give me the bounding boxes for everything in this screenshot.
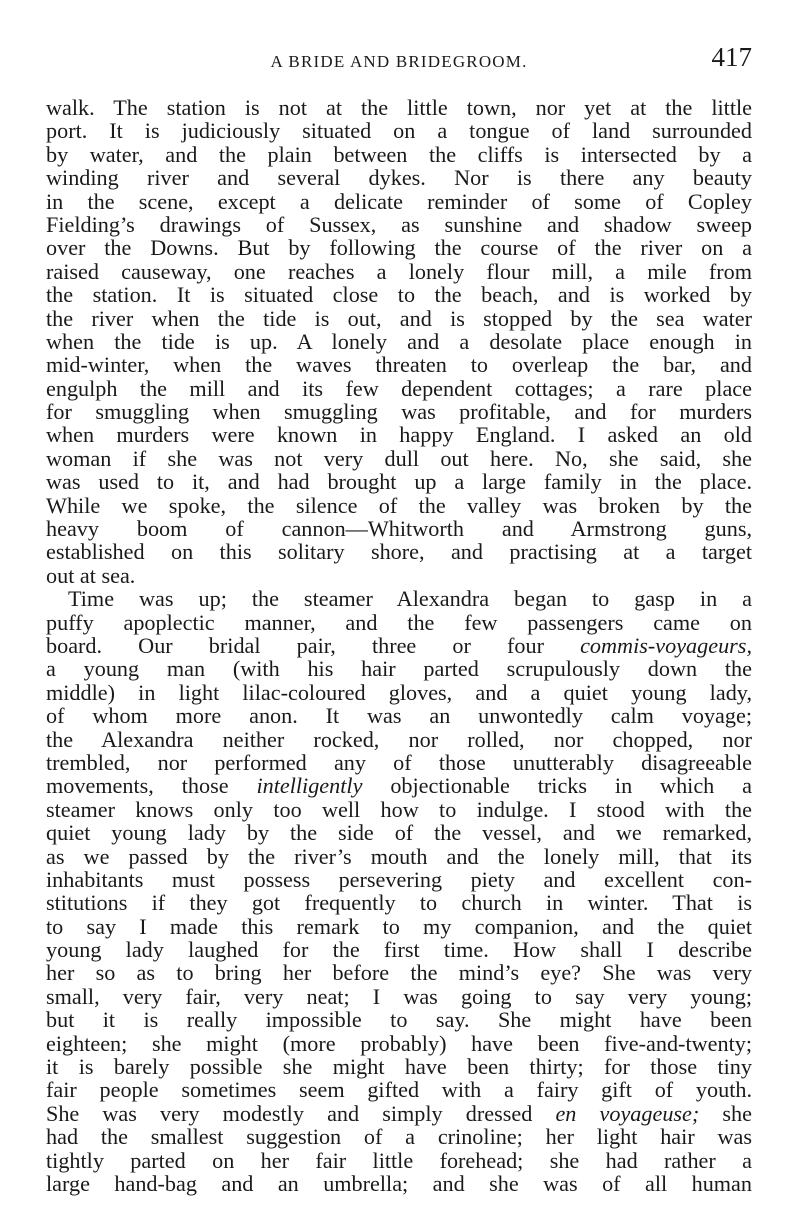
text-line-content: puffy apoplectic manner, and the few passengers came on	[46, 609, 752, 635]
text-line	[46, 868, 752, 891]
text-line-content: trembled, nor performed any of those unutterably disagreeable	[46, 749, 752, 775]
text-line	[46, 798, 752, 821]
running-head	[46, 40, 752, 74]
italic-phrase: intelligently	[256, 773, 363, 799]
text-line-content: stitutions if they got frequently to church in winter. That is	[46, 890, 752, 916]
text-line-content: She was very modestly and simply dressed	[46, 1100, 556, 1126]
text-line	[46, 1125, 752, 1148]
text-line	[46, 587, 752, 610]
text-line	[46, 423, 752, 446]
text-line	[46, 961, 752, 984]
text-line-tail: she	[699, 1100, 752, 1126]
text-line-content: in the scene, except a delicate reminder of some of Copley	[46, 188, 752, 214]
text-line	[46, 260, 752, 283]
text-line-content: port. It is judiciously situated on a tongue of land surrounded	[46, 118, 752, 144]
text-line	[46, 96, 752, 119]
text-line-content: quiet young lady by the side of the vessel, and we remarked,	[46, 820, 752, 846]
text-line	[46, 540, 752, 563]
text-line-content: for smuggling when smuggling was profitable, and for murders	[46, 399, 752, 425]
text-line	[46, 1008, 752, 1031]
text-line	[46, 1032, 752, 1055]
text-line-content: mid-winter, when the waves threaten to overleap the bar, and	[46, 352, 752, 378]
text-line	[46, 166, 752, 189]
text-line-content: fair people sometimes seem gifted with a fairy gift of youth.	[46, 1077, 752, 1103]
text-line-content: to say I made this remark to my companion, and the quiet	[46, 913, 752, 939]
text-line	[46, 213, 752, 236]
text-line	[46, 938, 752, 961]
text-line	[46, 1055, 752, 1078]
text-line-content: but it is really impossible to say. She might have been	[46, 1007, 752, 1033]
text-line-content: by water, and the plain between the cliffs is intersected by a	[46, 141, 752, 167]
text-line-content: as we passed by the river’s mouth and the lonely mill, that its	[46, 843, 752, 869]
text-line-content: a young man (with his hair parted scrupulously down the	[46, 656, 752, 682]
text-line-content: when murders were known in happy England. I asked an old	[46, 422, 752, 448]
text-line-content: While we spoke, the silence of the valley was broken by the	[46, 492, 752, 518]
page-number: 417	[711, 42, 752, 72]
text-line	[46, 1102, 752, 1125]
text-line	[46, 915, 752, 938]
text-line-content: heavy boom of cannon—Whitworth and Armstrong guns,	[46, 516, 752, 542]
text-line-content: tightly parted on her fair little forehead; she had rather a	[46, 1147, 752, 1173]
text-line	[46, 447, 752, 470]
text-line-content: over the Downs. But by following the course of the river on a	[46, 235, 752, 261]
text-line-content: eighteen; she might (more probably) have been five-and-twenty;	[46, 1030, 752, 1056]
text-line-content: was used to it, and had brought up a large family in the place.	[46, 469, 752, 495]
text-line	[46, 307, 752, 330]
text-line	[46, 891, 752, 914]
text-line-content: large hand-bag and an umbrella; and she was of all human	[46, 1170, 752, 1196]
text-line-content: middle) in light lilac-coloured gloves, and a quiet young lady,	[46, 679, 752, 705]
italic-phrase: en voyageuse;	[555, 1100, 700, 1126]
text-line	[46, 821, 752, 844]
text-line-content: winding river and several dykes. Nor is there any beauty	[46, 165, 752, 191]
text-line-content: Fielding’s drawings of Sussex, as sunshine and shadow sweep	[46, 211, 752, 237]
text-line-content: walk. The station is not at the little town, nor yet at the little	[46, 95, 752, 120]
text-line-content: small, very fair, very neat; I was going to say very young;	[46, 983, 752, 1009]
text-line	[46, 400, 752, 423]
text-line	[46, 190, 752, 213]
text-line-content: the Alexandra neither rocked, nor rolled, nor chopped, nor	[46, 726, 752, 752]
text-line	[46, 1078, 752, 1101]
text-line-content: steamer knows only too well how to indulge. I stood with the	[46, 796, 752, 822]
text-line	[46, 470, 752, 493]
text-line-content: inhabitants must possess persevering piety and excellent con-	[46, 866, 752, 892]
text-line-content: out at sea.	[46, 562, 136, 588]
text-line	[46, 611, 752, 634]
running-title: A BRIDE AND BRIDEGROOM.	[270, 52, 528, 71]
text-line	[46, 119, 752, 142]
text-line	[46, 143, 752, 166]
italic-phrase: commis-voyageurs,	[580, 632, 752, 658]
text-line	[46, 517, 752, 540]
text-line-content: of whom more anon. It was an unwontedly calm voyage;	[46, 703, 752, 729]
text-line-content: the river when the tide is out, and is stopped by the sea water	[46, 305, 752, 331]
text-line	[46, 353, 752, 376]
text-line	[46, 564, 752, 587]
text-line-content: engulph the mill and its few dependent cottages; a rare place	[46, 375, 752, 401]
text-line-content: had the smallest suggestion of a crinoline; her light hair was	[46, 1124, 752, 1150]
text-line	[46, 634, 752, 657]
text-line-content: her so as to bring her before the mind’s eye? She was very	[46, 960, 752, 986]
text-line	[46, 845, 752, 868]
text-line	[46, 494, 752, 517]
text-line	[46, 985, 752, 1008]
text-line-content: woman if she was not very dull out here. No, she said, she	[46, 445, 752, 471]
text-line-content: raised causeway, one reaches a lonely flour mill, a mile from	[46, 258, 752, 284]
text-line-tail: objectionable tricks in which a	[362, 773, 752, 799]
body-text	[46, 96, 752, 1195]
text-line-content: the station. It is situated close to the beach, and is worked by	[46, 282, 752, 308]
text-line	[46, 236, 752, 259]
text-line-content: movements, those	[46, 773, 257, 799]
text-line	[46, 751, 752, 774]
text-line	[46, 704, 752, 727]
text-line	[46, 1172, 752, 1195]
text-line	[46, 657, 752, 680]
text-line-content: when the tide is up. A lonely and a desolate place enough in	[46, 328, 752, 354]
text-line	[46, 377, 752, 400]
text-line-content: Time was up; the steamer Alexandra began to gasp in a	[68, 586, 752, 612]
text-line	[46, 330, 752, 353]
text-line-content: young lady laughed for the first time. How shall I describe	[46, 937, 752, 963]
text-line	[46, 774, 752, 797]
text-line	[46, 283, 752, 306]
text-line	[46, 681, 752, 704]
text-line	[46, 728, 752, 751]
text-line	[46, 1149, 752, 1172]
text-line-content: it is barely possible she might have been thirty; for those tiny	[46, 1054, 752, 1080]
text-line-content: established on this solitary shore, and practising at a target	[46, 539, 752, 565]
text-line-content: board. Our bridal pair, three or four	[46, 632, 581, 658]
